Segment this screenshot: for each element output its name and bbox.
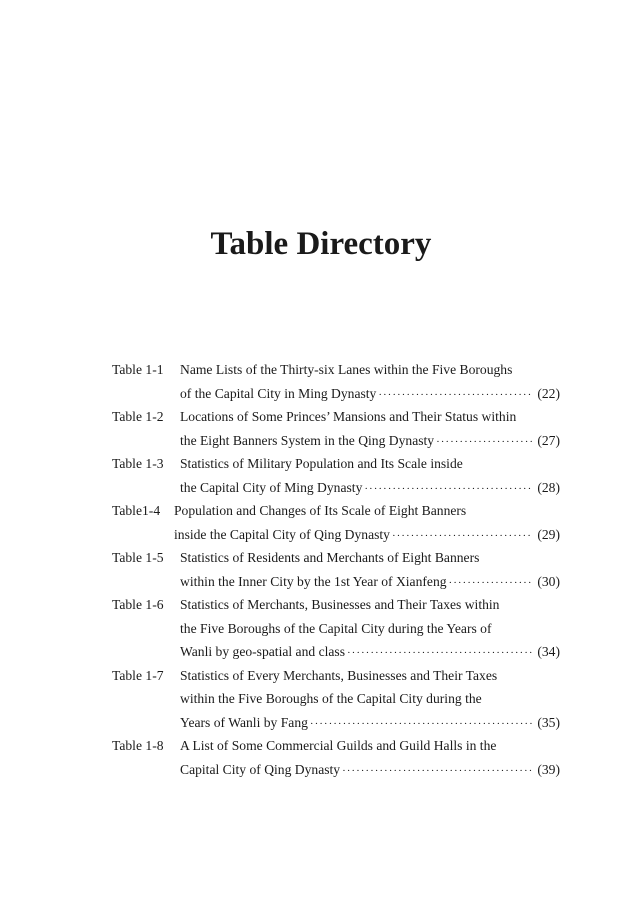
toc-entry-line: [112, 734, 560, 758]
toc-entry-text: of the Capital City in Ming Dynasty: [180, 385, 377, 401]
toc-entry[interactable]: [112, 734, 560, 781]
dot-leader: [378, 384, 533, 408]
dot-leader: [436, 431, 533, 455]
toc-entry-text: Wanli by geo-spatial and class: [180, 644, 346, 659]
toc-entry[interactable]: [112, 664, 560, 735]
dot-leader: [364, 478, 533, 502]
toc-entry-text: the Five Boroughs of the Capital City during the Years of: [180, 620, 492, 636]
toc-entry-text: Statistics of Every Merchants, Businesses and Their Taxes: [180, 667, 498, 683]
toc-entry-text: Statistics of Merchants, Businesses and Their Taxes within: [180, 597, 500, 612]
toc-entry-line: [112, 593, 560, 617]
toc-page-number: (28): [537, 479, 560, 495]
toc-entry-line: [112, 758, 560, 782]
toc-entry-line: [112, 499, 560, 523]
dot-leader: [342, 760, 533, 784]
toc-entry-line: [112, 429, 560, 453]
toc-entry-line: [112, 711, 560, 735]
dot-leader: [310, 713, 533, 737]
toc-entry-label: Table1-4: [112, 503, 161, 518]
dot-leader: [449, 572, 534, 596]
toc-entry-text: Statistics of Military Population and Its Scale inside: [180, 456, 463, 471]
toc-entry-line: [112, 358, 560, 382]
toc-entry-line: [112, 523, 560, 547]
toc-entry-line: [112, 640, 560, 664]
toc-entry-label: Table 1-6: [112, 597, 164, 612]
toc-entry-text: Name Lists of the Thirty-six Lanes within the Five Boroughs: [180, 362, 513, 377]
toc-page-number: (29): [537, 526, 560, 542]
toc-entry[interactable]: [112, 358, 560, 405]
toc-entry-line: [112, 405, 560, 429]
toc-page-number: (22): [537, 385, 560, 401]
toc-entry-line: [112, 476, 560, 500]
toc-entry[interactable]: [112, 593, 560, 664]
toc-page-number: (30): [537, 573, 560, 589]
toc-entry-text: the Eight Banners System in the Qing Dynasty: [180, 432, 435, 448]
table-directory-list: [112, 358, 560, 781]
toc-entry[interactable]: [112, 405, 560, 452]
toc-page-number: (27): [537, 432, 560, 448]
toc-page-number: (35): [537, 714, 560, 730]
toc-entry-text: Locations of Some Princes’ Mansions and Their Status within: [180, 409, 517, 424]
toc-entry-text: A List of Some Commercial Guilds and Guild Halls in the: [180, 738, 497, 753]
dot-leader: [347, 642, 533, 666]
toc-entry-text: inside the Capital City of Qing Dynasty: [174, 526, 390, 542]
toc-entry-label: Table 1-8: [112, 738, 164, 753]
toc-entry[interactable]: [112, 499, 560, 546]
toc-page-number: (39): [537, 761, 560, 777]
toc-entry-line: [112, 617, 560, 641]
dot-leader: [392, 525, 533, 549]
toc-entry-label: Table 1-5: [112, 550, 164, 565]
toc-entry[interactable]: [112, 452, 560, 499]
toc-entry-text: the Capital City of Ming Dynasty: [180, 479, 363, 495]
toc-entry-label: Table 1-2: [112, 409, 164, 424]
toc-entry-line: [112, 570, 560, 594]
toc-entry-label: Table 1-1: [112, 362, 164, 377]
toc-entry-text: Years of Wanli by Fang: [180, 714, 308, 730]
toc-entry-line: [112, 546, 560, 570]
toc-entry-label: Table 1-7: [112, 667, 164, 683]
toc-entry-line: [112, 687, 560, 711]
toc-entry-line: [112, 664, 560, 688]
toc-entry-text: Capital City of Qing Dynasty: [180, 761, 341, 777]
toc-entry-text: within the Inner City by the 1st Year of Xianfeng: [180, 573, 447, 589]
toc-entry-text: Statistics of Residents and Merchants of Eight Banners: [180, 550, 480, 565]
toc-entry-label: Table 1-3: [112, 456, 164, 471]
page-title: Table Directory: [210, 226, 432, 262]
toc-entry-line: [112, 382, 560, 406]
toc-page-number: (34): [537, 644, 560, 659]
toc-entry[interactable]: [112, 546, 560, 593]
toc-entry-line: [112, 452, 560, 476]
toc-entry-text: within the Five Boroughs of the Capital City during the: [180, 691, 482, 706]
toc-entry-text: Population and Changes of Its Scale of Eight Banners: [174, 503, 467, 518]
